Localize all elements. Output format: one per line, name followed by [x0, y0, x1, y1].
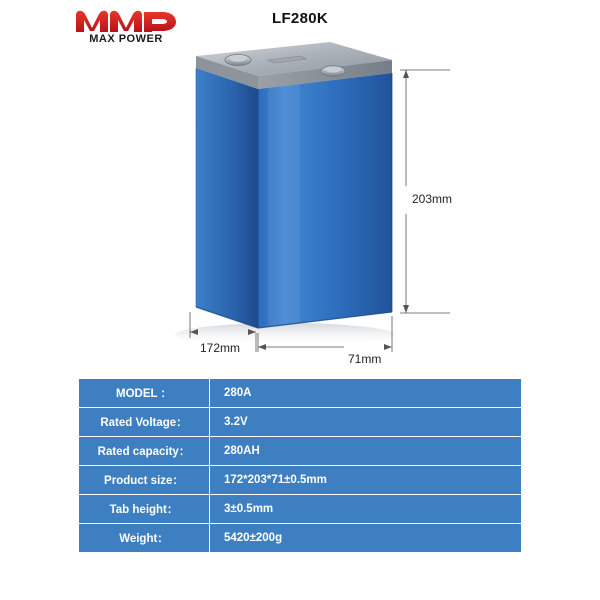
spec-label: Weight：: [79, 524, 210, 553]
spec-label: Tab height：: [79, 495, 210, 524]
table-row: [79, 466, 522, 495]
spec-value: 3±0.5mm: [210, 495, 522, 524]
spec-value: 280AH: [210, 437, 522, 466]
spec-label: MODEL ：: [79, 379, 210, 408]
table-row: [79, 437, 522, 466]
table-row: [79, 495, 522, 524]
dimension-width-label: 172mm: [200, 341, 241, 355]
page-title: LF280K: [272, 10, 328, 27]
dimension-height-label: 203mm: [412, 192, 453, 206]
specification-table: [78, 378, 522, 553]
table-row: [79, 524, 522, 553]
spec-value: 172*203*71±0.5mm: [210, 466, 522, 495]
table-row: [79, 408, 522, 437]
table-row: [79, 379, 522, 408]
spec-value: 280A: [210, 379, 522, 408]
spec-value: 5420±200g: [210, 524, 522, 553]
spec-value: 3.2V: [210, 408, 522, 437]
spec-label: Rated capacity：: [79, 437, 210, 466]
spec-label: Rated Voltage：: [79, 408, 210, 437]
dimension-depth-label: 71mm: [348, 352, 382, 366]
brand-name: MAX POWER: [89, 33, 163, 45]
spec-label: Product size：: [79, 466, 210, 495]
